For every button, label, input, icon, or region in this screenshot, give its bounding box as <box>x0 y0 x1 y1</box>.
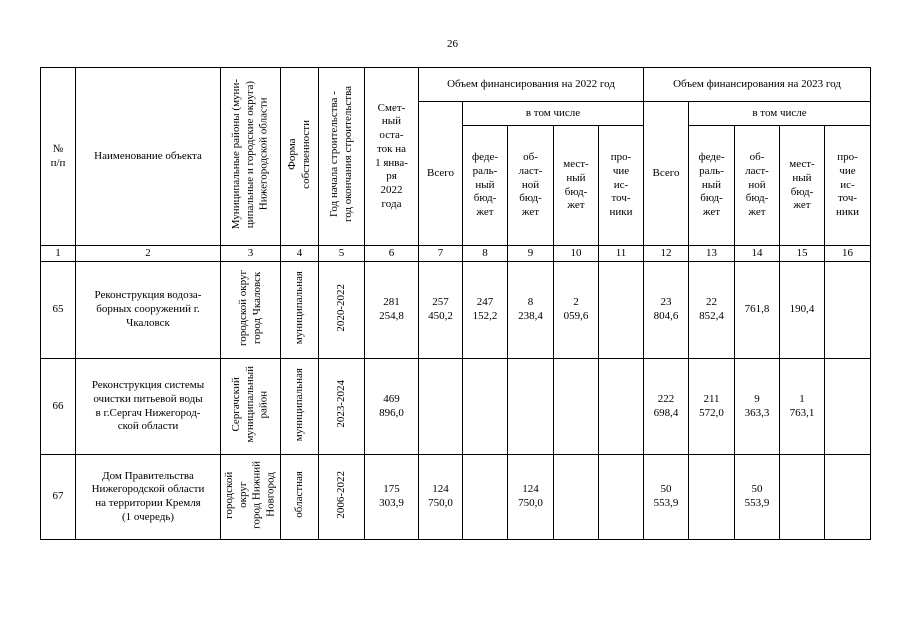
header-years: Год начала строительства - год окончания строительства <box>319 68 365 246</box>
row-object-name: Реконструкция системы очистки питьевой воды в г.Сергач Нижегород- ской области <box>76 359 221 455</box>
row-total-2023: 50 553,9 <box>644 455 689 540</box>
row-local-2023: 190,4 <box>780 262 825 359</box>
row-ownership: муниципальная <box>281 262 319 359</box>
row-num: 65 <box>41 262 76 359</box>
page-number: 26 <box>447 38 458 50</box>
row-regional-2022: 124 750,0 <box>508 455 554 540</box>
header-total-2023: Всего <box>644 102 689 246</box>
header-name: Наименование объекта <box>76 68 221 246</box>
row-other-2022 <box>599 262 644 359</box>
row-regional-2023: 50 553,9 <box>735 455 780 540</box>
table-row <box>41 262 871 359</box>
row-district: городской округ город Чкаловск <box>221 262 281 359</box>
row-local-2023 <box>780 455 825 540</box>
row-total-2022: 257 450,2 <box>419 262 463 359</box>
table-row <box>41 455 871 540</box>
row-estimate: 175 303,9 <box>365 455 419 540</box>
header-num: № п/п <box>41 68 76 246</box>
row-years: 2023-2024 <box>319 359 365 455</box>
row-federal-2022 <box>463 455 508 540</box>
header-regional-2022: об- ласт- ной бюд- жет <box>508 126 554 246</box>
column-number: 7 <box>419 246 463 262</box>
header-local-2022: мест- ный бюд- жет <box>554 126 599 246</box>
row-federal-2022: 247 152,2 <box>463 262 508 359</box>
row-total-2023: 23 804,6 <box>644 262 689 359</box>
header-fin-2022: Объем финансирования на 2022 год <box>419 68 644 102</box>
column-number: 6 <box>365 246 419 262</box>
row-years: 2020-2022 <box>319 262 365 359</box>
row-federal-2023 <box>689 455 735 540</box>
row-total-2022: 124 750,0 <box>419 455 463 540</box>
header-including-2023: в том числе <box>689 102 871 126</box>
header-regional-2023: об- ласт- ной бюд- жет <box>735 126 780 246</box>
column-number: 3 <box>221 246 281 262</box>
row-object-name: Дом Правительства Нижегородской области на территории Кремля (1 очередь) <box>76 455 221 540</box>
column-number: 12 <box>644 246 689 262</box>
column-number: 1 <box>41 246 76 262</box>
column-number: 14 <box>735 246 780 262</box>
row-regional-2023: 761,8 <box>735 262 780 359</box>
header-local-2023: мест- ный бюд- жет <box>780 126 825 246</box>
row-regional-2022 <box>508 359 554 455</box>
financing-table <box>40 67 871 540</box>
column-number: 5 <box>319 246 365 262</box>
row-ownership: областная <box>281 455 319 540</box>
header-district: Муниципальные районы (муни- ципальные и городские округа) Нижегородской области <box>221 68 281 246</box>
row-local-2023: 1 763,1 <box>780 359 825 455</box>
row-federal-2023: 22 852,4 <box>689 262 735 359</box>
row-regional-2023: 9 363,3 <box>735 359 780 455</box>
column-number: 9 <box>508 246 554 262</box>
row-district: Сергачский муниципальный район <box>221 359 281 455</box>
header-ownership: Форма собственности <box>281 68 319 246</box>
row-other-2023 <box>825 359 871 455</box>
column-number: 10 <box>554 246 599 262</box>
row-years: 2006-2022 <box>319 455 365 540</box>
header-fin-2023: Объем финансирования на 2023 год <box>644 68 871 102</box>
row-num: 66 <box>41 359 76 455</box>
row-local-2022: 2 059,6 <box>554 262 599 359</box>
column-number: 8 <box>463 246 508 262</box>
column-number: 13 <box>689 246 735 262</box>
row-total-2023: 222 698,4 <box>644 359 689 455</box>
header-other-2023: про- чие ис- точ- ники <box>825 126 871 246</box>
header-including-2022: в том числе <box>463 102 644 126</box>
header-other-2022: про- чие ис- точ- ники <box>599 126 644 246</box>
column-number-row <box>41 246 871 262</box>
row-estimate: 469 896,0 <box>365 359 419 455</box>
column-number: 15 <box>780 246 825 262</box>
row-local-2022 <box>554 359 599 455</box>
row-total-2022 <box>419 359 463 455</box>
row-federal-2023: 211 572,0 <box>689 359 735 455</box>
row-other-2023 <box>825 455 871 540</box>
header-federal-2022: феде- раль- ный бюд- жет <box>463 126 508 246</box>
table-row <box>41 359 871 455</box>
row-other-2022 <box>599 455 644 540</box>
row-federal-2022 <box>463 359 508 455</box>
column-number: 16 <box>825 246 871 262</box>
column-number: 11 <box>599 246 644 262</box>
row-estimate: 281 254,8 <box>365 262 419 359</box>
row-other-2023 <box>825 262 871 359</box>
column-number: 4 <box>281 246 319 262</box>
row-other-2022 <box>599 359 644 455</box>
row-district: городской округ город Нижний Новгород <box>221 455 281 540</box>
header-total-2022: Всего <box>419 102 463 246</box>
row-num: 67 <box>41 455 76 540</box>
row-object-name: Реконструкция водоза- борных сооружений г. Чкаловск <box>76 262 221 359</box>
column-number: 2 <box>76 246 221 262</box>
header-federal-2023: феде- раль- ный бюд- жет <box>689 126 735 246</box>
header-estimate: Смет- ный оста- ток на 1 янва- ря 2022 года <box>365 68 419 246</box>
row-ownership: муниципальная <box>281 359 319 455</box>
row-local-2022 <box>554 455 599 540</box>
row-regional-2022: 8 238,4 <box>508 262 554 359</box>
